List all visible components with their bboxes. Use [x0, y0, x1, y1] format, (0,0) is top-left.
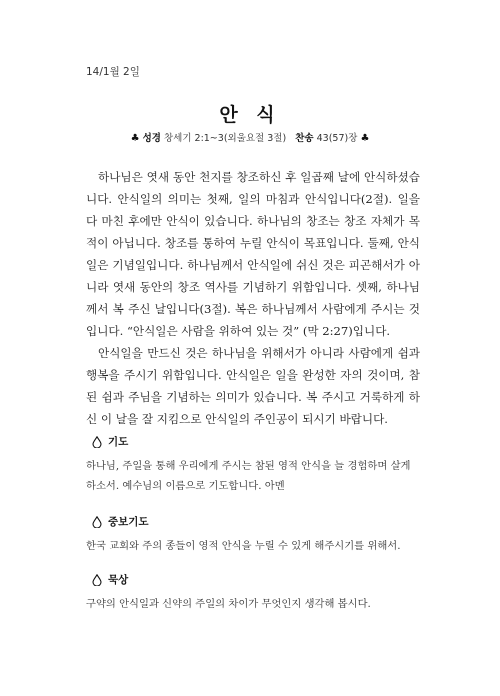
intercession-text: 한국 교회와 주의 종들이 영적 안식을 누릴 수 있게 해주시기를 위해서. [86, 540, 401, 552]
club-icon: ♣ [130, 133, 140, 144]
hymn-label: 찬송 [295, 133, 314, 144]
droplet-icon [92, 436, 102, 448]
droplet-icon [92, 574, 102, 586]
scripture-hymn-line [0, 130, 500, 144]
meditation-heading [92, 572, 128, 587]
page-title: 안 식 [219, 104, 281, 126]
droplet-icon [92, 516, 102, 528]
club-icon: ♣ [360, 133, 370, 144]
scripture-label: 성경 [142, 133, 161, 144]
section-heading: 묵상 [108, 574, 129, 586]
hymn-reference: 43(57)장 [316, 133, 358, 144]
scripture-reference: 창세기 2:1~3(외울요절 3절) [163, 133, 287, 144]
date-label: 14/1월 2일 [86, 66, 140, 78]
intercession-heading [92, 514, 149, 529]
prayer-text: 하나님, 주일을 통해 우리에게 주시는 참된 영적 안식을 늘 경험하며 살게 하소서. 예수님의 이름으로 기도합니다. 아멘 [86, 460, 411, 492]
prayer-heading [92, 434, 128, 449]
body-paragraph: 하나님은 엿새 동안 천지를 창조하신 후 일곱째 날에 안식하셨습니다. 안식일의 의미는 첫째, 일의 마침과 안식입니다(2절). 일을 다 마친 후에만 안식이 있습니다. 하나님의 창조는 창조 자체가 목적이 아닙니다. 창조를 통하여 누릴 안식이 목표입니다. 둘째, 안식일은 기념일입니다. 하나님께서 안식일에 쉬신 것은 피곤해서가 아니라 엿새 동안의 창조 역사를 기념하기 위함입니다. 셋째, 하나님께서 복 주신 날입니다(3절). 복은 하나님께서 사람에게 주시는 것입니다. “안식일은 사람을 위하여 있는 것” (막 2:27)입니다. [86, 170, 420, 338]
section-heading: 기도 [108, 436, 129, 448]
section-heading: 중보기도 [108, 516, 149, 528]
body-paragraph: 안식일을 만드신 것은 하나님을 위해서가 아니라 사람에게 쉼과 행복을 주시기 위함입니다. 안식일은 일을 완성한 자의 것이며, 참된 쉼과 주님을 기념하는 의미가 있습니다. 복 주시고 거룩하게 하신 이 날을 잘 지킴으로 안식일의 주인공이 되시기 바랍니다. [86, 346, 420, 426]
devotional-body [86, 166, 420, 430]
meditation-text: 구약의 안식일과 신약의 주일의 차이가 무엇인지 생각해 봅시다. [86, 598, 371, 610]
